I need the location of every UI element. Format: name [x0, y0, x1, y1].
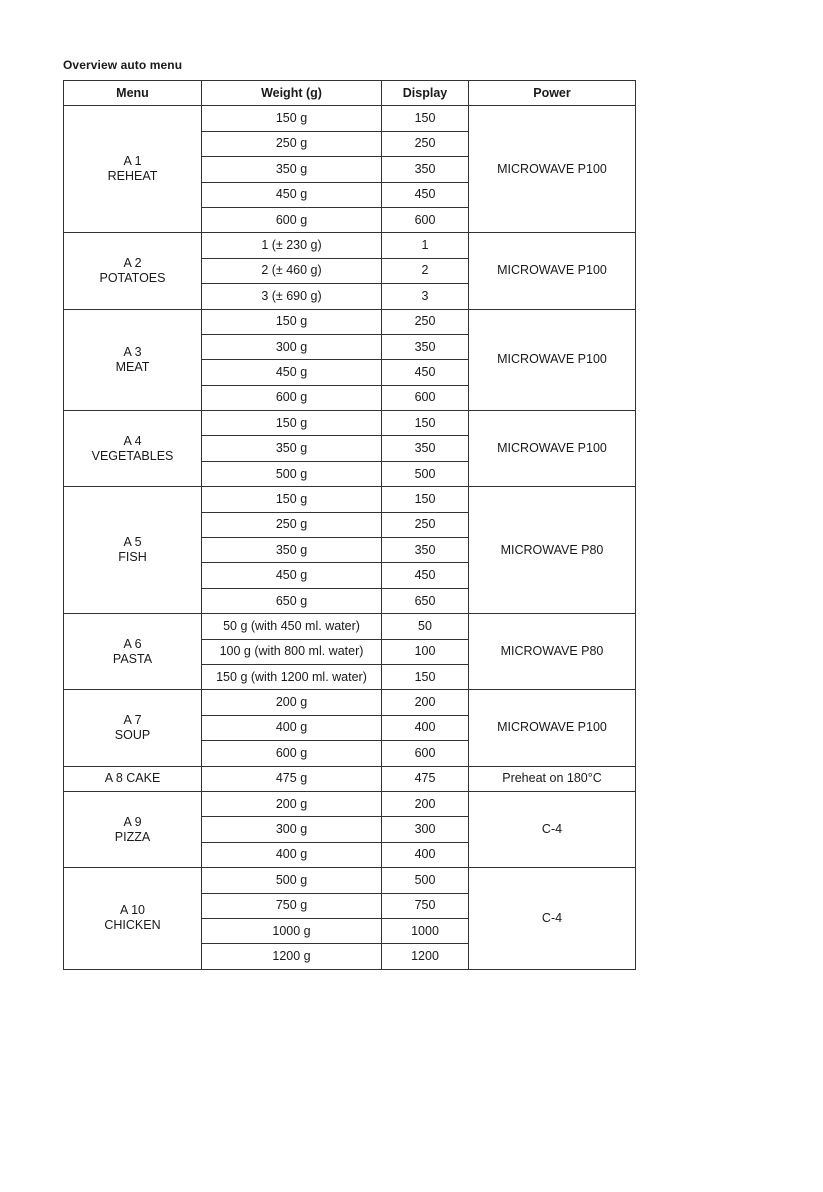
display-cell: 1000: [382, 918, 469, 943]
menu-code: A 9: [123, 814, 142, 829]
weight-cell: 300 g: [202, 817, 382, 842]
display-cell: 150: [382, 664, 469, 689]
weight-cell: 1000 g: [202, 918, 382, 943]
table-row: [64, 309, 636, 334]
display-cell: 200: [382, 690, 469, 715]
table-row: [64, 690, 636, 715]
header-weight: Weight (g): [202, 81, 382, 106]
menu-cell: [64, 690, 202, 766]
menu-name: PASTA: [112, 651, 153, 666]
menu-cell: [64, 766, 202, 791]
power-cell: MICROWAVE P100: [469, 309, 636, 411]
menu-cell: [64, 106, 202, 233]
menu-code: A 10: [119, 903, 146, 918]
weight-cell: 650 g: [202, 588, 382, 613]
weight-cell: 1 (± 230 g): [202, 233, 382, 258]
weight-cell: 150 g: [202, 487, 382, 512]
table-body: [64, 106, 636, 969]
weight-cell: 350 g: [202, 538, 382, 563]
menu-cell: [64, 487, 202, 614]
power-cell: Preheat on 180°C: [469, 766, 636, 791]
display-cell: 2: [382, 258, 469, 283]
display-cell: 350: [382, 157, 469, 182]
menu-code: A 1: [123, 154, 142, 169]
menu-cell: [64, 791, 202, 867]
table-row: [64, 233, 636, 258]
display-cell: 600: [382, 741, 469, 766]
menu-code: A 7: [123, 712, 142, 727]
menu-cell: [64, 233, 202, 309]
weight-cell: 1200 g: [202, 944, 382, 969]
menu-code: A 4: [123, 433, 142, 448]
weight-cell: 600 g: [202, 207, 382, 232]
power-cell: MICROWAVE P80: [469, 614, 636, 690]
weight-cell: 250 g: [202, 131, 382, 156]
menu-name: VEGETABLES: [91, 448, 174, 463]
table-row: [64, 868, 636, 893]
header-menu: Menu: [64, 81, 202, 106]
display-cell: 300: [382, 817, 469, 842]
weight-cell: 3 (± 690 g): [202, 284, 382, 309]
display-cell: 150: [382, 487, 469, 512]
display-cell: 250: [382, 309, 469, 334]
menu-name: CHICKEN: [104, 918, 161, 933]
weight-cell: 250 g: [202, 512, 382, 537]
menu-name: SOUP: [114, 727, 151, 742]
display-cell: 350: [382, 538, 469, 563]
menu-cell: [64, 868, 202, 970]
weight-cell: 475 g: [202, 766, 382, 791]
display-cell: 500: [382, 461, 469, 486]
table-row: [64, 487, 636, 512]
display-cell: 150: [382, 106, 469, 131]
display-cell: 250: [382, 512, 469, 537]
weight-cell: 150 g: [202, 309, 382, 334]
display-cell: 50: [382, 614, 469, 639]
weight-cell: 150 g: [202, 411, 382, 436]
weight-cell: 100 g (with 800 ml. water): [202, 639, 382, 664]
weight-cell: 500 g: [202, 868, 382, 893]
weight-cell: 300 g: [202, 334, 382, 359]
display-cell: 400: [382, 842, 469, 867]
menu-code: A 3: [123, 344, 142, 359]
power-cell: MICROWAVE P100: [469, 106, 636, 233]
display-cell: 450: [382, 182, 469, 207]
display-cell: 1: [382, 233, 469, 258]
weight-cell: 350 g: [202, 157, 382, 182]
menu-name: PIZZA: [114, 829, 151, 844]
weight-cell: 450 g: [202, 360, 382, 385]
display-cell: 500: [382, 868, 469, 893]
weight-cell: 600 g: [202, 741, 382, 766]
weight-cell: 500 g: [202, 461, 382, 486]
menu-code: A 8 CAKE: [104, 771, 161, 786]
table-row: [64, 411, 636, 436]
weight-cell: 200 g: [202, 690, 382, 715]
table-row: [64, 106, 636, 131]
weight-cell: 450 g: [202, 182, 382, 207]
display-cell: 450: [382, 360, 469, 385]
weight-cell: 600 g: [202, 385, 382, 410]
weight-cell: 50 g (with 450 ml. water): [202, 614, 382, 639]
display-cell: 600: [382, 207, 469, 232]
table-header: [64, 81, 636, 106]
menu-name: REHEAT: [107, 169, 158, 184]
menu-code: A 2: [123, 255, 142, 270]
weight-cell: 150 g (with 1200 ml. water): [202, 664, 382, 689]
display-cell: 650: [382, 588, 469, 613]
header-display: Display: [382, 81, 469, 106]
menu-cell: [64, 309, 202, 411]
display-cell: 350: [382, 436, 469, 461]
power-cell: MICROWAVE P80: [469, 487, 636, 614]
weight-cell: 750 g: [202, 893, 382, 918]
power-cell: MICROWAVE P100: [469, 690, 636, 766]
display-cell: 200: [382, 791, 469, 816]
weight-cell: 400 g: [202, 842, 382, 867]
page-title: Overview auto menu: [63, 58, 183, 72]
power-cell: MICROWAVE P100: [469, 411, 636, 487]
header-row: [64, 81, 636, 106]
power-cell: C-4: [469, 791, 636, 867]
display-cell: 1200: [382, 944, 469, 969]
display-cell: 750: [382, 893, 469, 918]
display-cell: 450: [382, 563, 469, 588]
table-row: [64, 766, 636, 791]
display-cell: 3: [382, 284, 469, 309]
table-row: [64, 614, 636, 639]
weight-cell: 450 g: [202, 563, 382, 588]
menu-name: MEAT: [115, 359, 150, 374]
weight-cell: 150 g: [202, 106, 382, 131]
display-cell: 150: [382, 411, 469, 436]
display-cell: 600: [382, 385, 469, 410]
power-cell: C-4: [469, 868, 636, 970]
weight-cell: 350 g: [202, 436, 382, 461]
weight-cell: 400 g: [202, 715, 382, 740]
display-cell: 350: [382, 334, 469, 359]
menu-cell: [64, 411, 202, 487]
display-cell: 475: [382, 766, 469, 791]
display-cell: 100: [382, 639, 469, 664]
table-row: [64, 791, 636, 816]
header-power: Power: [469, 81, 636, 106]
weight-cell: 200 g: [202, 791, 382, 816]
menu-name: FISH: [118, 550, 147, 565]
auto-menu-table: [63, 80, 636, 970]
menu-code: A 6: [123, 636, 142, 651]
display-cell: 400: [382, 715, 469, 740]
menu-cell: [64, 614, 202, 690]
weight-cell: 2 (± 460 g): [202, 258, 382, 283]
power-cell: MICROWAVE P100: [469, 233, 636, 309]
display-cell: 250: [382, 131, 469, 156]
menu-name: POTATOES: [99, 270, 166, 285]
menu-code: A 5: [123, 535, 142, 550]
